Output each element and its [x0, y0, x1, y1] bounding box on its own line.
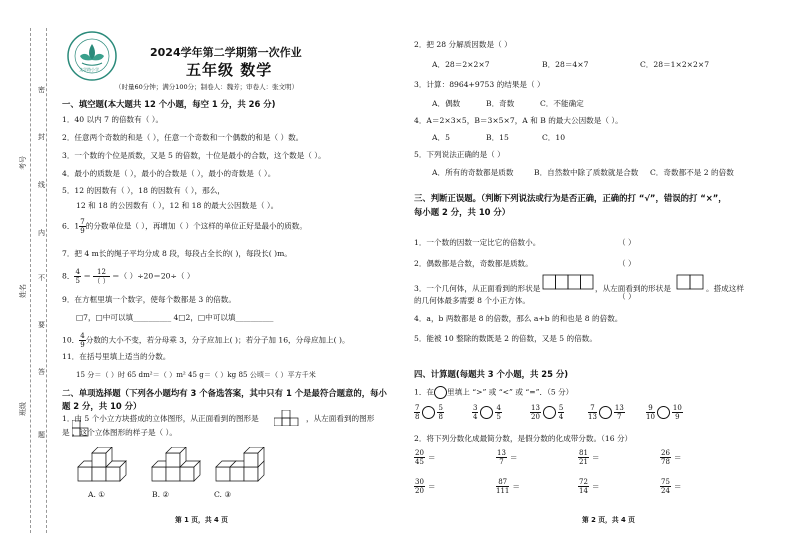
seal-char-1: 密 [38, 86, 45, 94]
compare-left-fraction-numerator: 3 [473, 404, 478, 412]
binding-line-inner [30, 28, 31, 533]
p2-s4-q1 [414, 386, 573, 399]
section1-heading: 一、填空题(本大题共 12 个小题，每空 1 分，共 26 分) [62, 99, 276, 109]
compare-right-fraction-denominator: 5 [496, 413, 501, 421]
left-view-figure [72, 420, 90, 442]
p1-q8-num1: 4 [75, 268, 80, 276]
p1-q6-num: 7 [80, 218, 85, 226]
simplify-fraction [496, 449, 507, 466]
option-b: B. ② [152, 490, 170, 499]
year-title: 2024学年第二学期第一次作业 [150, 46, 302, 59]
simplify-fraction-denominator: 21 [579, 458, 588, 466]
p2-q4-opt-a: A．5 [432, 133, 450, 142]
p2-q2: 2．把 28 分解质因数是（ ） [414, 40, 512, 49]
p1-q11-items: 15 分＝（ ）时 65 dm²＝（ ）m² 45 g＝（ ）kg 85 公顷＝（ ）平方千米 [76, 370, 316, 379]
simplify-item [496, 478, 520, 495]
equals-sign: ＝ [427, 452, 436, 462]
seal-char-7: 答 [38, 368, 45, 376]
seal-char-5: 不 [38, 274, 45, 282]
p1-s2-q1a: 1．由 5 个小立方块搭成的立体图形，从正面看到的图形是 [62, 414, 259, 423]
compare-answer-circle[interactable] [422, 406, 435, 419]
p1-q2: 2．任意两个奇数的和是（ ），任意一个奇数和一个偶数的和是（ ）数。 [62, 133, 304, 142]
binding-label-id: 考号 [19, 156, 27, 170]
p2-s4-q1-post: 里填上 “>” 或 “<” 或 “=”．（5 分） [447, 387, 574, 397]
p2-q5-opt-b: B．自然数中除了质数就是合数 [534, 168, 639, 177]
p1-q8-pre: 8． [62, 271, 75, 281]
compare-right-fraction-denominator: 7 [617, 413, 622, 421]
cube-figure-2 [150, 447, 214, 491]
compare-item [588, 404, 625, 421]
compare-left-fraction-denominator: 20 [531, 413, 540, 421]
simplify-fraction-numerator: 75 [661, 478, 670, 486]
option-a: A. ① [88, 490, 106, 499]
simplify-item [496, 449, 518, 466]
compare-right-fraction [614, 404, 625, 421]
p2-s3-q1: 1．一个数的因数一定比它的倍数小。 [414, 238, 541, 247]
p2-s3-q3c: 。搭成这样 [706, 284, 744, 293]
simplify-fraction-denominator: 20 [415, 487, 424, 495]
p1-q8-den2: （ ） [93, 277, 110, 285]
p2-q3-opt-c: C．不能确定 [540, 99, 584, 108]
p2-q2-opt-a: A．28＝2×2×7 [432, 60, 490, 69]
p2-s3-q2-answer[interactable]: （ ） [618, 259, 636, 268]
compare-item [472, 404, 502, 421]
page1-footer: 第 1 页，共 4 页 [175, 516, 228, 524]
compare-answer-circle[interactable] [599, 406, 612, 419]
p1-q3: 3．一个数的个位是质数，又是 5 的倍数，十位是最小的合数，这个数是（ ）。 [62, 151, 326, 160]
compare-left-fraction [472, 404, 478, 421]
simplify-row-2 [414, 478, 714, 504]
p2-s4-q2: 2．将下列分数化成最简分数，是假分数的化成带分数。（16 分） [414, 434, 633, 443]
p2-q3-opt-b: B．奇数 [486, 99, 515, 108]
p1-s2-q1c: 是 ，这个立体图形的样子是（ ）。 [62, 428, 177, 437]
compare-right-fraction-numerator: 13 [614, 404, 624, 412]
compare-item [646, 404, 683, 421]
front-view-figure [274, 410, 304, 430]
p2-s3-q3d: 的几何体最多需要 8 个小正方体。 [414, 296, 530, 305]
simplify-fraction [414, 449, 425, 466]
simplify-fraction-numerator: 72 [579, 478, 588, 486]
p2-q4: 4．A＝2×3×5，B＝3×5×7，A 和 B 的最大公因数是（ ）。 [414, 116, 623, 125]
section2-heading2: 题 2 分，共 10 分） [62, 401, 142, 411]
simplify-fraction-numerator: 20 [415, 449, 424, 457]
binding-label-name: 姓名 [19, 284, 27, 298]
page2-footer: 第 2 页，共 4 页 [582, 516, 635, 524]
simplify-row-1 [414, 449, 714, 475]
simplify-fraction-numerator: 13 [497, 449, 506, 457]
front-view-shape [542, 274, 594, 296]
p1-q10 [62, 332, 350, 349]
section4-heading: 四、计算题(每题共 3 个小题，共 25 分) [414, 369, 569, 379]
p1-q9-items: □7，□中可以填__________ 4□2，□中可以填__________ [76, 313, 274, 322]
equals-sign: ＝ [673, 481, 682, 491]
compare-right-fraction-numerator: 5 [558, 404, 564, 412]
compare-left-fraction-numerator: 7 [415, 404, 420, 412]
simplify-fraction-denominator: 45 [415, 458, 424, 466]
p1-q8-mid: ＝ [83, 271, 91, 281]
p2-s3-q1-answer[interactable]: （ ） [618, 238, 636, 247]
p1-q8-post: ＝（ ）÷20＝20÷（ ） [112, 271, 195, 281]
compare-left-fraction-denominator: 10 [646, 413, 655, 421]
binding-line-outer [46, 28, 47, 533]
p2-q4-opt-c: C．10 [542, 133, 566, 142]
equals-sign: ＝ [512, 481, 520, 491]
p2-q5-opt-c: C．奇数都不是 2 的倍数 [650, 168, 734, 177]
compare-right-fraction-denominator: 9 [675, 413, 680, 421]
p2-s3-q5: 5．能被 10 整除的数既是 2 的倍数，又是 5 的倍数。 [414, 334, 597, 343]
section2-heading: 二、单项选择题（下列各小题均有 3 个备选答案，其中只有 1 个是最符合题意的，每小 [62, 388, 387, 398]
school-logo [66, 30, 118, 82]
p2-q3: 3．计算：8964+9753 的结果是（ ） [414, 80, 545, 89]
p1-q5b: 12 和 18 的公因数有（ ），12 和 18 的最大公因数是（ ）。 [76, 201, 279, 210]
compare-right-fraction-denominator: 8 [438, 413, 443, 421]
p1-q6-pre: 6．1 [62, 221, 80, 231]
p1-q1: 1．40 以内 7 的倍数有（ ）。 [62, 115, 164, 124]
simplify-fraction-denominator: 78 [661, 458, 670, 466]
cube-figure-1 [76, 447, 140, 491]
p1-q7: 7．把 4 m长的绳子平均分成 8 段，每段占全长的( )，每段长( )m。 [62, 249, 292, 258]
simplify-item [660, 449, 682, 466]
equals-sign: ＝ [509, 452, 518, 462]
compare-left-fraction [530, 404, 541, 421]
seal-char-8: 题 [38, 431, 45, 439]
p1-q10-pre: 10． [62, 335, 80, 345]
p1-q8 [62, 268, 194, 285]
compare-right-fraction [437, 404, 443, 421]
p1-q10-den: 9 [80, 341, 85, 349]
simplify-item [414, 478, 436, 495]
compare-left-fraction-denominator: 8 [415, 413, 420, 421]
p2-s3-q3b: ，从左面看到的形状是 [595, 284, 671, 293]
compare-item [530, 404, 564, 421]
simplify-fraction [578, 478, 589, 495]
simplify-fraction [414, 478, 425, 495]
p2-s3-q4: 4．a，b 两数都是 8 的倍数，那么 a+b 的和也是 8 的倍数。 [414, 314, 623, 323]
compare-right-fraction [672, 404, 683, 421]
simplify-fraction-denominator: 111 [496, 487, 510, 495]
compare-answer-circle[interactable] [543, 406, 556, 419]
seal-char-6: 要 [38, 321, 45, 329]
compare-right-fraction-denominator: 4 [558, 413, 564, 421]
section3-heading2: 每小题 2 分，共 10 分） [414, 207, 511, 217]
p1-q6 [62, 218, 307, 235]
compare-answer-circle[interactable] [480, 406, 493, 419]
p1-q8-num2: 12 [93, 268, 109, 277]
simplify-fraction [660, 449, 671, 466]
simplify-fraction-denominator: 14 [579, 487, 588, 495]
equals-sign: ＝ [427, 481, 436, 491]
logo-text: 文学路小学 [79, 67, 99, 72]
p2-q2-opt-c: C．28＝1×2×2×7 [640, 60, 710, 69]
compare-row [414, 404, 714, 430]
simplify-fraction [578, 449, 589, 466]
compare-left-fraction-numerator: 9 [646, 404, 655, 413]
p2-s4-q1-pre: 1．在 [414, 387, 435, 397]
p1-q6-post: 的分数单位是（ ），再增加（ ）个这样的单位正好是最小的质数。 [85, 221, 307, 231]
compare-item [414, 404, 444, 421]
simplify-fraction-numerator: 87 [496, 478, 509, 487]
p2-q5: 5．下列说法正确的是（ ） [414, 150, 505, 159]
simplify-fraction-numerator: 30 [415, 478, 424, 486]
p1-q8-den1: 5 [75, 277, 80, 285]
compare-left-fraction-numerator: 13 [531, 404, 540, 412]
p1-s2-q1b: ，从左面看到的图形 [306, 414, 375, 423]
p1-q8-fraction1 [74, 268, 80, 285]
p1-q10-num: 4 [80, 332, 85, 340]
simplify-fraction-denominator: 7 [499, 458, 504, 466]
option-c: C. ③ [214, 490, 232, 499]
p2-q4-opt-b: B．15 [486, 133, 509, 142]
compare-left-fraction [646, 404, 655, 421]
simplify-fraction-numerator: 81 [579, 449, 588, 457]
p2-s3-q3a: 3．一个几何体，从正面看到的形状是 [414, 284, 541, 293]
p2-q2-opt-b: B．28＝4×7 [542, 60, 589, 69]
compare-left-fraction-denominator: 13 [588, 413, 597, 421]
compare-circle-icon [434, 386, 447, 399]
compare-left-fraction [588, 404, 597, 421]
simplify-item [578, 449, 600, 466]
simplify-fraction [496, 478, 509, 495]
p1-q10-post: 分数的大小不变，若分母乘 3，分子应加上( )；若分子加 16，分母应加上( )。 [85, 335, 350, 345]
seal-char-4: 内 [38, 229, 45, 237]
compare-right-fraction [495, 404, 501, 421]
p2-s3-q3-answer[interactable]: （ ） [618, 292, 636, 301]
cube-figure-3 [214, 447, 278, 491]
simplify-item [414, 449, 436, 466]
p1-q6-den: 9 [80, 227, 85, 235]
compare-right-fraction-numerator: 5 [438, 404, 443, 412]
simplify-item [578, 478, 600, 495]
seal-char-3: 线 [38, 181, 45, 189]
compare-answer-circle[interactable] [657, 406, 670, 419]
simplify-fraction-denominator: 24 [661, 487, 670, 495]
subject-title: 五年级 数学 [186, 61, 273, 79]
p2-q3-opt-a: A．偶数 [432, 99, 461, 108]
equals-sign: ＝ [673, 452, 682, 462]
p2-s3-q2: 2．偶数都是合数，奇数都是质数。 [414, 259, 533, 268]
compare-left-fraction-denominator: 4 [473, 413, 478, 421]
p1-q4: 4．最小的质数是（ ），最小的合数是（ ），最小的奇数是（ ）。 [62, 169, 276, 178]
compare-right-fraction-numerator: 4 [496, 404, 501, 412]
p2-q5-opt-a: A．所有的奇数都是质数 [432, 168, 514, 177]
equals-sign: ＝ [591, 481, 600, 491]
p1-q9: 9．在方框里填一个数字，使每个数都是 3 的倍数。 [62, 295, 236, 304]
compare-left-fraction [414, 404, 420, 421]
simplify-fraction [660, 478, 671, 495]
p1-q8-fraction2 [93, 268, 109, 285]
simplify-item [660, 478, 682, 495]
p1-q11: 11．在括号里填上适当的分数。 [62, 352, 171, 361]
simplify-fraction-numerator: 26 [661, 449, 670, 457]
section3-heading: 三、判断正误题。（判断下列说法或行为是否正确，正确的打 “√”，错误的打 “×”， [414, 193, 727, 203]
compare-right-fraction [558, 404, 564, 421]
compare-right-fraction-numerator: 10 [672, 404, 682, 412]
seal-char-2: 封 [38, 133, 45, 141]
p1-q5a: 5．12 的因数有（ ），18 的因数有（ ），那么， [62, 186, 225, 195]
exam-meta: （时量60分钟；满分100分；制卷人：魏芳；审卷人：张文明） [115, 83, 299, 91]
equals-sign: ＝ [591, 452, 600, 462]
compare-left-fraction-numerator: 7 [588, 404, 597, 413]
binding-label-class: 班级 [19, 402, 27, 416]
left-view-shape [676, 274, 704, 296]
